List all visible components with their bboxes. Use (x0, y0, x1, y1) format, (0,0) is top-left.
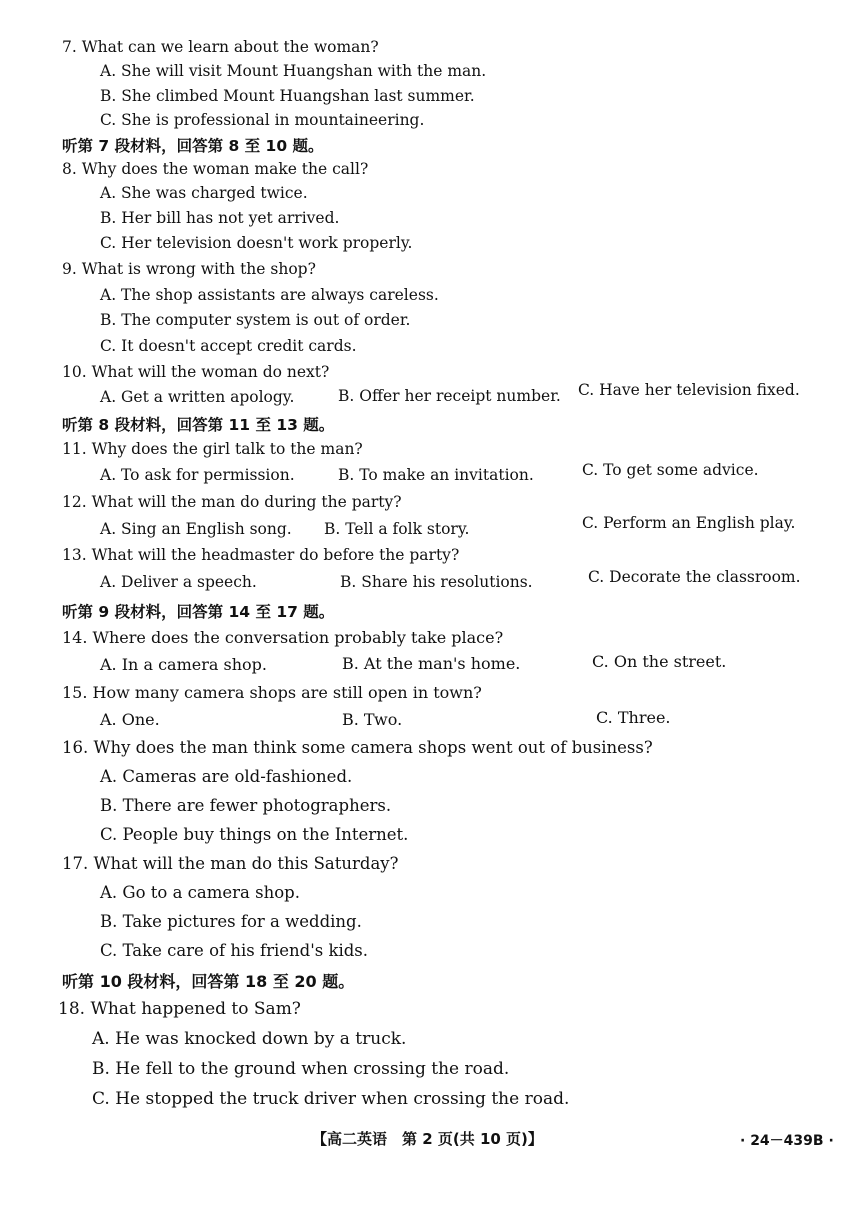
q9-option-a: A. The shop assistants are always careless. (100, 286, 439, 304)
q14-option-a: A. In a camera shop. (100, 655, 267, 674)
section-heading-7: 听第 7 段材料，回答第 8 至 10 题。 (62, 137, 324, 155)
question-8: 8. Why does the woman make the call? (62, 160, 369, 178)
q8-option-c: C. Her television doesn't work properly. (100, 234, 413, 252)
q8-option-b: B. Her bill has not yet arrived. (100, 209, 340, 227)
question-13: 13. What will the headmaster do before the party? (62, 546, 460, 564)
question-16: 16. Why does the man think some camera shops went out of business? (62, 738, 653, 757)
section-heading-9: 听第 9 段材料，回答第 14 至 17 题。 (62, 603, 335, 621)
q14-option-b: B. At the man's home. (342, 654, 521, 673)
q12-option-a: A. Sing an English song. (100, 520, 292, 538)
q11-option-b: B. To make an invitation. (338, 466, 534, 484)
q8-option-a: A. She was charged twice. (100, 184, 308, 202)
question-9: 9. What is wrong with the shop? (62, 260, 316, 278)
q13-option-a: A. Deliver a speech. (100, 573, 257, 591)
q11-option-a: A. To ask for permission. (100, 466, 295, 484)
question-17: 17. What will the man do this Saturday? (62, 854, 399, 873)
section-heading-10: 听第 10 段材料，回答第 18 至 20 题。 (62, 972, 355, 991)
page-footer-label: 【高二英语 第 2 页(共 10 页)】 (312, 1130, 543, 1148)
q10-option-c: C. Have her television fixed. (578, 381, 800, 399)
q10-option-b: B. Offer her receipt number. (338, 387, 561, 405)
question-15: 15. How many camera shops are still open in town? (62, 683, 482, 702)
q16-option-c: C. People buy things on the Internet. (100, 825, 409, 844)
question-12: 12. What will the man do during the party? (62, 493, 402, 511)
q16-option-b: B. There are fewer photographers. (100, 796, 392, 815)
q9-option-b: B. The computer system is out of order. (100, 311, 411, 329)
q15-option-a: A. One. (100, 710, 160, 729)
q18-option-b: B. He fell to the ground when crossing the road. (92, 1059, 510, 1079)
q18-option-c: C. He stopped the truck driver when crossing the road. (92, 1089, 570, 1109)
question-11: 11. Why does the girl talk to the man? (62, 440, 363, 458)
q15-option-c: C. Three. (596, 708, 671, 727)
q13-option-b: B. Share his resolutions. (340, 573, 533, 591)
q7-option-a: A. She will visit Mount Huangshan with the man. (100, 62, 487, 80)
q17-option-c: C. Take care of his friend's kids. (100, 941, 368, 960)
q11-option-c: C. To get some advice. (582, 461, 759, 479)
q7-option-c: C. She is professional in mountaineering. (100, 111, 425, 129)
q14-option-c: C. On the street. (592, 652, 727, 671)
q7-option-b: B. She climbed Mount Huangshan last summer. (100, 87, 475, 105)
q10-option-a: A. Get a written apology. (100, 388, 295, 406)
question-14: 14. Where does the conversation probably take place? (62, 628, 504, 647)
q12-option-c: C. Perform an English play. (582, 514, 796, 532)
q15-option-b: B. Two. (342, 710, 403, 729)
q17-option-b: B. Take pictures for a wedding. (100, 912, 362, 931)
q17-option-a: A. Go to a camera shop. (100, 883, 300, 902)
section-heading-8: 听第 8 段材料，回答第 11 至 13 题。 (62, 416, 335, 434)
q12-option-b: B. Tell a folk story. (324, 520, 470, 538)
q18-option-a: A. He was knocked down by a truck. (92, 1029, 407, 1049)
q13-option-c: C. Decorate the classroom. (588, 568, 801, 586)
exam-code: · 24－439B · (740, 1133, 834, 1149)
question-10: 10. What will the woman do next? (62, 363, 330, 381)
q16-option-a: A. Cameras are old-fashioned. (100, 767, 353, 786)
q9-option-c: C. It doesn't accept credit cards. (100, 337, 357, 355)
question-18: 18. What happened to Sam? (58, 999, 301, 1019)
question-7: 7. What can we learn about the woman? (62, 38, 379, 56)
